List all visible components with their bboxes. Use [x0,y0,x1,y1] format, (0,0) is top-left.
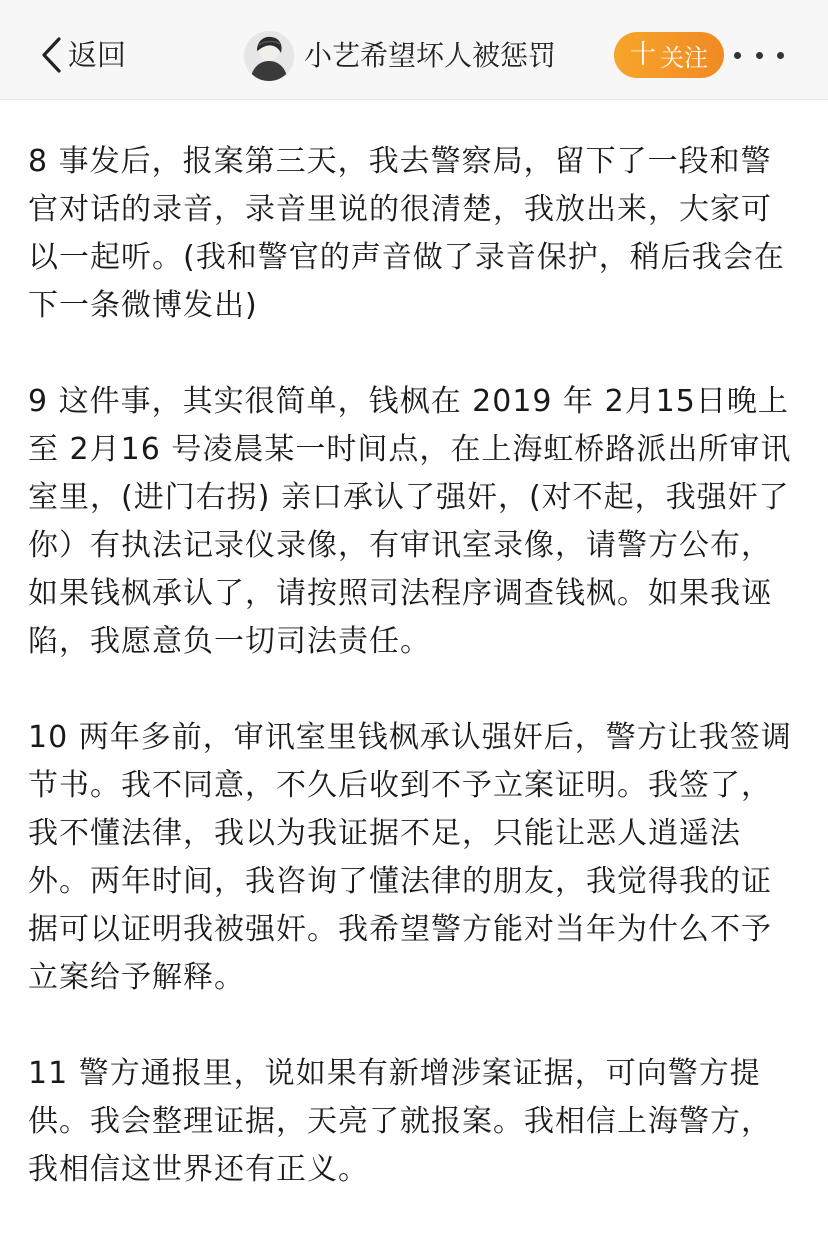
user-profile-link[interactable] [244,30,556,82]
avatar-icon [244,31,294,81]
back-label: 返回 [68,37,127,72]
username[interactable]: 小艺希望坏人被惩罚 [304,39,557,72]
chevron-left-icon [40,36,62,74]
top-nav-bar [0,0,828,100]
more-dot [734,52,741,59]
post-paragraph: 10 两年多前，审讯室里钱枫承认强奸后，警方让我签调节书。我不同意，不久后收到不予立案证明。我签了，我不懂法律，我以为我证据不足，只能让恶人逍遥法外。两年时间，我咨询了懂法律的朋友，我觉得我的证据可以证明我被强奸。我希望警方能对当年为什么不予立案给予解释。 [28,720,792,995]
back-button[interactable] [40,30,126,80]
follow-button[interactable] [614,32,724,78]
more-dots-icon[interactable] [734,40,784,70]
post-body [28,138,800,1242]
plus-icon: 十 [629,40,656,70]
avatar[interactable] [244,31,294,81]
post-paragraph: 11 警方通报里，说如果有新增涉案证据，可向警方提供。我会整理证据，天亮了就报案。我相信上海警方，我相信这世界还有正义。 [28,1056,772,1187]
post-paragraph: 8 事发后，报案第三天，我去警察局，留下了一段和警官对话的录音，录音里说的很清楚，我放出来，大家可以一起听。(我和警官的声音做了录音保护，稍后我会在下一条微博发出) [28,144,785,323]
follow-label: 关注 [660,43,708,72]
post-paragraph: 9 这件事，其实很简单，钱枫在 2019 年 2月15日晚上至 2月16 号凌晨某一时间点，在上海虹桥路派出所审讯室里，(进门右拐) 亲口承认了强奸，(对不起，我强奸了你）有执法记录仪录像，有审讯室录像，请警方公布，如果钱枫承认了，请按照司法程序调查钱枫。如果我诬陷，我愿意负一切司法责任。 [28,384,792,659]
more-dot [777,52,784,59]
more-dot [756,52,763,59]
